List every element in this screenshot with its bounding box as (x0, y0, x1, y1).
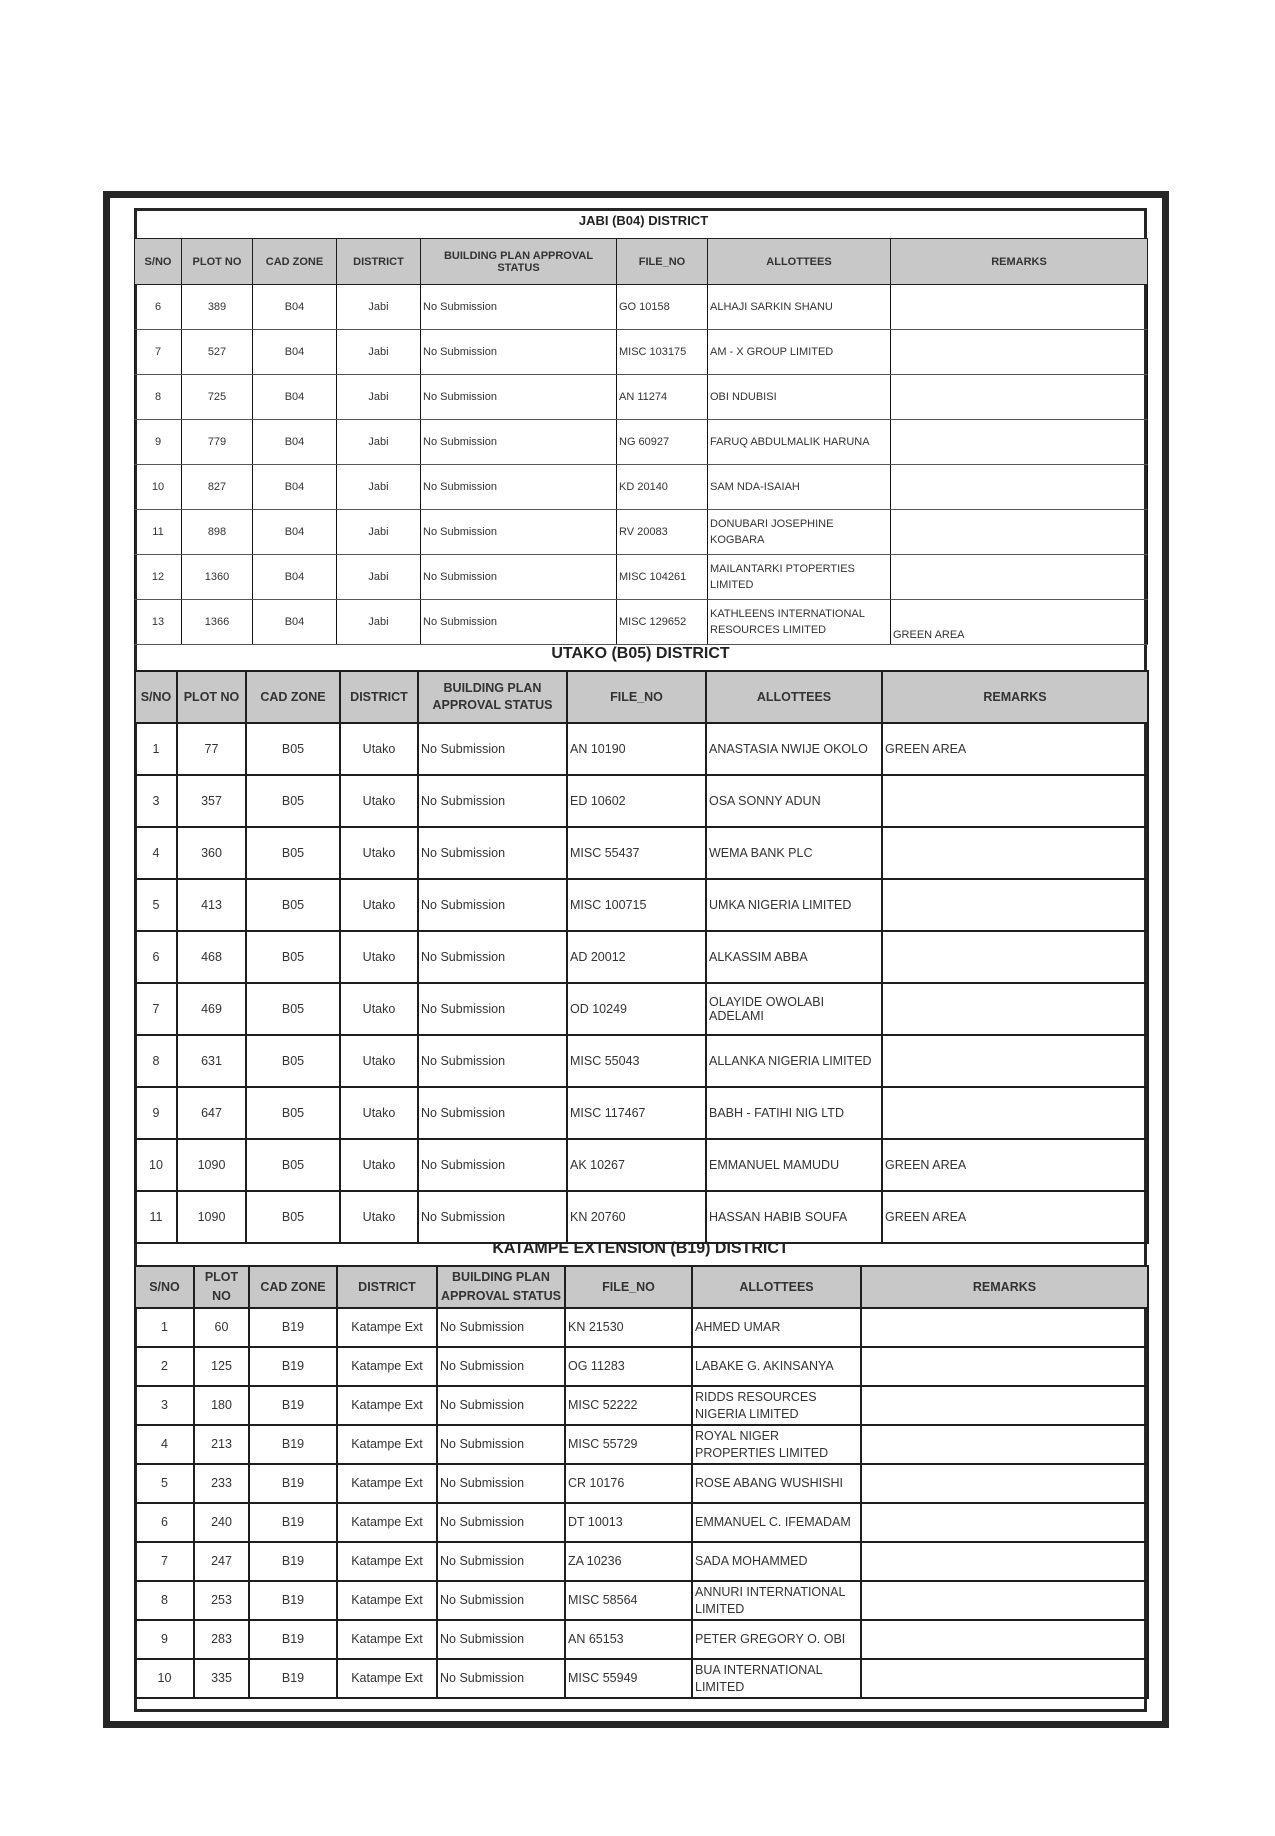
approval-status-cell: No Submission (437, 1581, 565, 1620)
allottee-cell: PETER GREGORY O. OBI (692, 1620, 861, 1659)
remarks-cell (861, 1347, 1148, 1386)
approval-status-cell: No Submission (421, 375, 617, 420)
district-cell: Katampe Ext (337, 1542, 437, 1581)
remarks-cell (882, 879, 1148, 931)
table-body (135, 723, 1148, 1243)
allottee-cell: AM - X GROUP LIMITED (708, 330, 891, 375)
plot-no-cell: 77 (177, 723, 246, 775)
header-plot-no: PLOT NO (177, 671, 246, 723)
district-cell: Katampe Ext (337, 1386, 437, 1425)
approval-status-cell: No Submission (421, 420, 617, 465)
header-approval-status: BUILDING PLAN APPROVAL STATUS (418, 671, 567, 723)
table-row (135, 775, 1148, 827)
allottee-cell: OBI NDUBISI (708, 375, 891, 420)
remarks-cell (891, 465, 1148, 510)
district-cell: Katampe Ext (337, 1425, 437, 1464)
cad-zone-cell: B05 (246, 827, 340, 879)
table-row (135, 420, 1148, 465)
plot-no-cell: 469 (177, 983, 246, 1035)
approval-status-cell: No Submission (421, 510, 617, 555)
district-cell: Jabi (337, 555, 421, 600)
sno-cell: 8 (135, 1581, 194, 1620)
allottee-cell: BABH - FATIHI NIG LTD (706, 1087, 882, 1139)
allottee-cell: ROYAL NIGER PROPERTIES LIMITED (692, 1425, 861, 1464)
header-file-no: FILE_NO (617, 239, 708, 285)
remarks-cell (891, 555, 1148, 600)
plot-no-cell: 468 (177, 931, 246, 983)
sno-cell: 3 (135, 1386, 194, 1425)
table-row (135, 1035, 1148, 1087)
header-plot-no: PLOT NO (194, 1266, 249, 1308)
table-row (135, 555, 1148, 600)
section-title: JABI (B04) DISTRICT (578, 213, 709, 228)
header-remarks: REMARKS (861, 1266, 1148, 1308)
remarks-cell (891, 285, 1148, 330)
header-sno: S/NO (135, 1266, 194, 1308)
district-cell: Katampe Ext (337, 1620, 437, 1659)
plot-no-cell: 631 (177, 1035, 246, 1087)
remarks-cell (861, 1581, 1148, 1620)
allottee-cell: OLAYIDE OWOLABI ADELAMI (706, 983, 882, 1035)
header-cad-zone: CAD ZONE (246, 671, 340, 723)
file-no-cell: AD 20012 (567, 931, 706, 983)
approval-status-cell: No Submission (421, 555, 617, 600)
cad-zone-cell: B05 (246, 1035, 340, 1087)
file-no-cell: MISC 117467 (567, 1087, 706, 1139)
allottee-cell: ALLANKA NIGERIA LIMITED (706, 1035, 882, 1087)
header-allottees: ALLOTTEES (692, 1266, 861, 1308)
table-header-row (135, 239, 1148, 285)
table-row (135, 1386, 1148, 1425)
table-header-row (135, 671, 1148, 723)
section-title: UTAKO (B05) DISTRICT (551, 645, 730, 662)
approval-status-cell: No Submission (418, 1087, 567, 1139)
header-cad-zone: CAD ZONE (249, 1266, 337, 1308)
district-cell: Katampe Ext (337, 1308, 437, 1347)
header-plot-no: PLOT NO (182, 239, 253, 285)
table-row (135, 330, 1148, 375)
approval-status-cell: No Submission (418, 775, 567, 827)
district-cell: Jabi (337, 285, 421, 330)
district-cell: Utako (340, 983, 418, 1035)
cad-zone-cell: B19 (249, 1542, 337, 1581)
file-no-cell: NG 60927 (617, 420, 708, 465)
plot-no-cell: 647 (177, 1087, 246, 1139)
remarks-cell (882, 775, 1148, 827)
file-no-cell: ED 10602 (567, 775, 706, 827)
remarks-cell: GREEN AREA (882, 1191, 1148, 1243)
plot-no-cell: 389 (182, 285, 253, 330)
sno-cell: 1 (135, 1308, 194, 1347)
plot-no-cell: 360 (177, 827, 246, 879)
sno-cell: 6 (135, 1503, 194, 1542)
header-sno: S/NO (135, 239, 182, 285)
remarks-cell (861, 1308, 1148, 1347)
approval-status-cell: No Submission (418, 983, 567, 1035)
remarks-cell (861, 1386, 1148, 1425)
table-row (135, 1347, 1148, 1386)
table-row (135, 1139, 1148, 1191)
cad-zone-cell: B04 (253, 600, 337, 645)
approval-status-cell: No Submission (418, 1191, 567, 1243)
approval-status-cell: No Submission (418, 1035, 567, 1087)
district-cell: Katampe Ext (337, 1581, 437, 1620)
allottee-cell: ALHAJI SARKIN SHANU (708, 285, 891, 330)
header-file-no: FILE_NO (565, 1266, 692, 1308)
remarks-cell (882, 1035, 1148, 1087)
file-no-cell: MISC 55043 (567, 1035, 706, 1087)
file-no-cell: GO 10158 (617, 285, 708, 330)
approval-status-cell: No Submission (437, 1464, 565, 1503)
remarks-cell (891, 510, 1148, 555)
district-cell: Utako (340, 1035, 418, 1087)
sno-cell: 11 (135, 1191, 177, 1243)
district-cell: Katampe Ext (337, 1464, 437, 1503)
file-no-cell: KN 21530 (565, 1308, 692, 1347)
sno-cell: 9 (135, 420, 182, 465)
allottee-cell: EMMANUEL MAMUDU (706, 1139, 882, 1191)
header-district: DISTRICT (337, 1266, 437, 1308)
cad-zone-cell: B19 (249, 1425, 337, 1464)
file-no-cell: OG 11283 (565, 1347, 692, 1386)
section-title: KATAMPE EXTENSION (B19) DISTRICT (492, 1240, 789, 1257)
remarks-cell (861, 1542, 1148, 1581)
plot-no-cell: 357 (177, 775, 246, 827)
remarks-cell (861, 1620, 1148, 1659)
table-row (135, 1542, 1148, 1581)
header-approval-status: BUILDING PLAN APPROVAL STATUS (437, 1266, 565, 1308)
district-cell: Utako (340, 1087, 418, 1139)
plot-no-cell: 725 (182, 375, 253, 420)
table-row (135, 1425, 1148, 1464)
file-no-cell: MISC 58564 (565, 1581, 692, 1620)
remarks-cell (882, 1087, 1148, 1139)
allottee-cell: SAM NDA-ISAIAH (708, 465, 891, 510)
approval-status-cell: No Submission (437, 1659, 565, 1698)
allottee-cell: HASSAN HABIB SOUFA (706, 1191, 882, 1243)
cad-zone-cell: B19 (249, 1347, 337, 1386)
file-no-cell: KD 20140 (617, 465, 708, 510)
header-remarks: REMARKS (882, 671, 1148, 723)
approval-status-cell: No Submission (437, 1620, 565, 1659)
cad-zone-cell: B19 (249, 1308, 337, 1347)
plot-no-cell: 240 (194, 1503, 249, 1542)
table-row (135, 510, 1148, 555)
allottee-cell: AHMED UMAR (692, 1308, 861, 1347)
district-cell: Utako (340, 723, 418, 775)
plot-no-cell: 779 (182, 420, 253, 465)
remarks-cell: GREEN AREA (891, 600, 1148, 645)
remarks-cell (882, 931, 1148, 983)
remarks-cell: GREEN AREA (882, 1139, 1148, 1191)
approval-status-cell: No Submission (421, 285, 617, 330)
remarks-cell (891, 330, 1148, 375)
approval-status-cell: No Submission (418, 723, 567, 775)
cad-zone-cell: B19 (249, 1620, 337, 1659)
file-no-cell: ZA 10236 (565, 1542, 692, 1581)
plot-no-cell: 247 (194, 1542, 249, 1581)
district-cell: Utako (340, 1191, 418, 1243)
approval-status-cell: No Submission (437, 1386, 565, 1425)
district-cell: Jabi (337, 375, 421, 420)
sno-cell: 9 (135, 1620, 194, 1659)
approval-status-cell: No Submission (437, 1425, 565, 1464)
katampe-table (134, 1265, 1149, 1699)
sno-cell: 12 (135, 555, 182, 600)
table-row (135, 1503, 1148, 1542)
file-no-cell: AN 10190 (567, 723, 706, 775)
cad-zone-cell: B05 (246, 1191, 340, 1243)
table-body (135, 285, 1148, 645)
file-no-cell: CR 10176 (565, 1464, 692, 1503)
cad-zone-cell: B19 (249, 1503, 337, 1542)
table-body (135, 1308, 1148, 1698)
table-row (135, 465, 1148, 510)
remarks-cell (891, 375, 1148, 420)
table-row (135, 375, 1148, 420)
sno-cell: 2 (135, 1347, 194, 1386)
approval-status-cell: No Submission (437, 1347, 565, 1386)
remarks-cell (861, 1503, 1148, 1542)
plot-no-cell: 125 (194, 1347, 249, 1386)
file-no-cell: AK 10267 (567, 1139, 706, 1191)
cad-zone-cell: B04 (253, 420, 337, 465)
plot-no-cell: 413 (177, 879, 246, 931)
cad-zone-cell: B04 (253, 375, 337, 420)
sno-cell: 10 (135, 465, 182, 510)
district-cell: Katampe Ext (337, 1347, 437, 1386)
file-no-cell: MISC 104261 (617, 555, 708, 600)
file-no-cell: RV 20083 (617, 510, 708, 555)
section-utako-district (134, 637, 1147, 1244)
remarks-cell: GREEN AREA (882, 723, 1148, 775)
remarks-cell (891, 420, 1148, 465)
sno-cell: 7 (135, 1542, 194, 1581)
plot-no-cell: 180 (194, 1386, 249, 1425)
file-no-cell: MISC 55729 (565, 1425, 692, 1464)
remarks-cell (882, 983, 1148, 1035)
cad-zone-cell: B05 (246, 931, 340, 983)
district-cell: Utako (340, 879, 418, 931)
approval-status-cell: No Submission (421, 330, 617, 375)
allottee-cell: FARUQ ABDULMALIK HARUNA (708, 420, 891, 465)
cad-zone-cell: B19 (249, 1659, 337, 1698)
table-row (135, 1620, 1148, 1659)
allottee-cell: UMKA NIGERIA LIMITED (706, 879, 882, 931)
header-file-no: FILE_NO (567, 671, 706, 723)
cad-zone-cell: B05 (246, 879, 340, 931)
file-no-cell: AN 65153 (565, 1620, 692, 1659)
remarks-cell (861, 1425, 1148, 1464)
remarks-cell (861, 1659, 1148, 1698)
sno-cell: 4 (135, 827, 177, 879)
cad-zone-cell: B19 (249, 1581, 337, 1620)
sno-cell: 8 (135, 1035, 177, 1087)
plot-no-cell: 335 (194, 1659, 249, 1698)
sno-cell: 7 (135, 330, 182, 375)
plot-no-cell: 233 (194, 1464, 249, 1503)
cad-zone-cell: B04 (253, 330, 337, 375)
sno-cell: 5 (135, 879, 177, 931)
sno-cell: 11 (135, 510, 182, 555)
cad-zone-cell: B04 (253, 555, 337, 600)
header-district: DISTRICT (337, 239, 421, 285)
district-cell: Jabi (337, 420, 421, 465)
file-no-cell: MISC 100715 (567, 879, 706, 931)
district-cell: Katampe Ext (337, 1503, 437, 1542)
approval-status-cell: No Submission (437, 1308, 565, 1347)
district-cell: Katampe Ext (337, 1659, 437, 1698)
cad-zone-cell: B19 (249, 1386, 337, 1425)
remarks-cell (882, 827, 1148, 879)
header-approval-status: BUILDING PLAN APPROVAL STATUS (421, 239, 617, 285)
header-remarks: REMARKS (891, 239, 1148, 285)
remarks-cell (861, 1464, 1148, 1503)
district-cell: Utako (340, 827, 418, 879)
approval-status-cell: No Submission (418, 931, 567, 983)
sno-cell: 9 (135, 1087, 177, 1139)
approval-status-cell: No Submission (421, 465, 617, 510)
allottee-cell: ANASTASIA NWIJE OKOLO (706, 723, 882, 775)
allottee-cell: KATHLEENS INTERNATIONAL RESOURCES LIMITED (708, 600, 891, 645)
file-no-cell: MISC 55949 (565, 1659, 692, 1698)
approval-status-cell: No Submission (418, 827, 567, 879)
district-cell: Jabi (337, 465, 421, 510)
allottee-cell: ALKASSIM ABBA (706, 931, 882, 983)
sno-cell: 6 (135, 285, 182, 330)
file-no-cell: MISC 129652 (617, 600, 708, 645)
section-katampe-district (134, 1233, 1147, 1699)
table-row (135, 931, 1148, 983)
header-allottees: ALLOTTEES (708, 239, 891, 285)
header-cad-zone: CAD ZONE (253, 239, 337, 285)
table-row (135, 1087, 1148, 1139)
plot-no-cell: 827 (182, 465, 253, 510)
allottee-cell: BUA INTERNATIONAL LIMITED (692, 1659, 861, 1698)
plot-no-cell: 60 (194, 1308, 249, 1347)
district-cell: Utako (340, 931, 418, 983)
cad-zone-cell: B04 (253, 510, 337, 555)
sno-cell: 3 (135, 775, 177, 827)
jabi-table (134, 238, 1148, 645)
allottee-cell: ROSE ABANG WUSHISHI (692, 1464, 861, 1503)
approval-status-cell: No Submission (437, 1542, 565, 1581)
plot-no-cell: 898 (182, 510, 253, 555)
file-no-cell: MISC 103175 (617, 330, 708, 375)
table-row (135, 723, 1148, 775)
table-row (135, 285, 1148, 330)
approval-status-cell: No Submission (418, 1139, 567, 1191)
approval-status-cell: No Submission (437, 1503, 565, 1542)
header-district: DISTRICT (340, 671, 418, 723)
sno-cell: 10 (135, 1659, 194, 1698)
cad-zone-cell: B05 (246, 983, 340, 1035)
file-no-cell: KN 20760 (567, 1191, 706, 1243)
plot-no-cell: 527 (182, 330, 253, 375)
sno-cell: 13 (135, 600, 182, 645)
plot-no-cell: 1090 (177, 1139, 246, 1191)
plot-no-cell: 1366 (182, 600, 253, 645)
allottee-cell: ANNURI INTERNATIONAL LIMITED (692, 1581, 861, 1620)
plot-no-cell: 1090 (177, 1191, 246, 1243)
cad-zone-cell: B19 (249, 1464, 337, 1503)
sno-cell: 8 (135, 375, 182, 420)
allottee-cell: DONUBARI JOSEPHINE KOGBARA (708, 510, 891, 555)
allottee-cell: RIDDS RESOURCES NIGERIA LIMITED (692, 1386, 861, 1425)
sno-cell: 6 (135, 931, 177, 983)
cad-zone-cell: B05 (246, 775, 340, 827)
allottee-cell: SADA MOHAMMED (692, 1542, 861, 1581)
cad-zone-cell: B04 (253, 465, 337, 510)
cad-zone-cell: B05 (246, 1139, 340, 1191)
table-row (135, 1659, 1148, 1698)
approval-status-cell: No Submission (418, 879, 567, 931)
file-no-cell: OD 10249 (567, 983, 706, 1035)
allottee-cell: LABAKE G. AKINSANYA (692, 1347, 861, 1386)
cad-zone-cell: B05 (246, 723, 340, 775)
sno-cell: 4 (135, 1425, 194, 1464)
district-cell: Utako (340, 1139, 418, 1191)
sno-cell: 1 (135, 723, 177, 775)
allottee-cell: MAILANTARKI PTOPERTIES LIMITED (708, 555, 891, 600)
file-no-cell: DT 10013 (565, 1503, 692, 1542)
table-row (135, 1308, 1148, 1347)
file-no-cell: MISC 52222 (565, 1386, 692, 1425)
district-cell: Utako (340, 775, 418, 827)
plot-no-cell: 253 (194, 1581, 249, 1620)
allottee-cell: EMMANUEL C. IFEMADAM (692, 1503, 861, 1542)
table-row (135, 1464, 1148, 1503)
allottee-cell: OSA SONNY ADUN (706, 775, 882, 827)
table-row (135, 1581, 1148, 1620)
table-header-row (135, 1266, 1148, 1308)
district-cell: Jabi (337, 510, 421, 555)
table-row (135, 879, 1148, 931)
sno-cell: 10 (135, 1139, 177, 1191)
plot-no-cell: 213 (194, 1425, 249, 1464)
file-no-cell: AN 11274 (617, 375, 708, 420)
plot-no-cell: 1360 (182, 555, 253, 600)
section-jabi-district (134, 208, 1147, 645)
header-allottees: ALLOTTEES (706, 671, 882, 723)
cad-zone-cell: B04 (253, 285, 337, 330)
district-cell: Jabi (337, 330, 421, 375)
allottee-cell: WEMA BANK PLC (706, 827, 882, 879)
table-row (135, 827, 1148, 879)
district-cell: Jabi (337, 600, 421, 645)
file-no-cell: MISC 55437 (567, 827, 706, 879)
utako-table (134, 670, 1149, 1244)
sno-cell: 5 (135, 1464, 194, 1503)
plot-no-cell: 283 (194, 1620, 249, 1659)
cad-zone-cell: B05 (246, 1087, 340, 1139)
approval-status-cell: No Submission (421, 600, 617, 645)
sno-cell: 7 (135, 983, 177, 1035)
table-row (135, 983, 1148, 1035)
header-sno: S/NO (135, 671, 177, 723)
